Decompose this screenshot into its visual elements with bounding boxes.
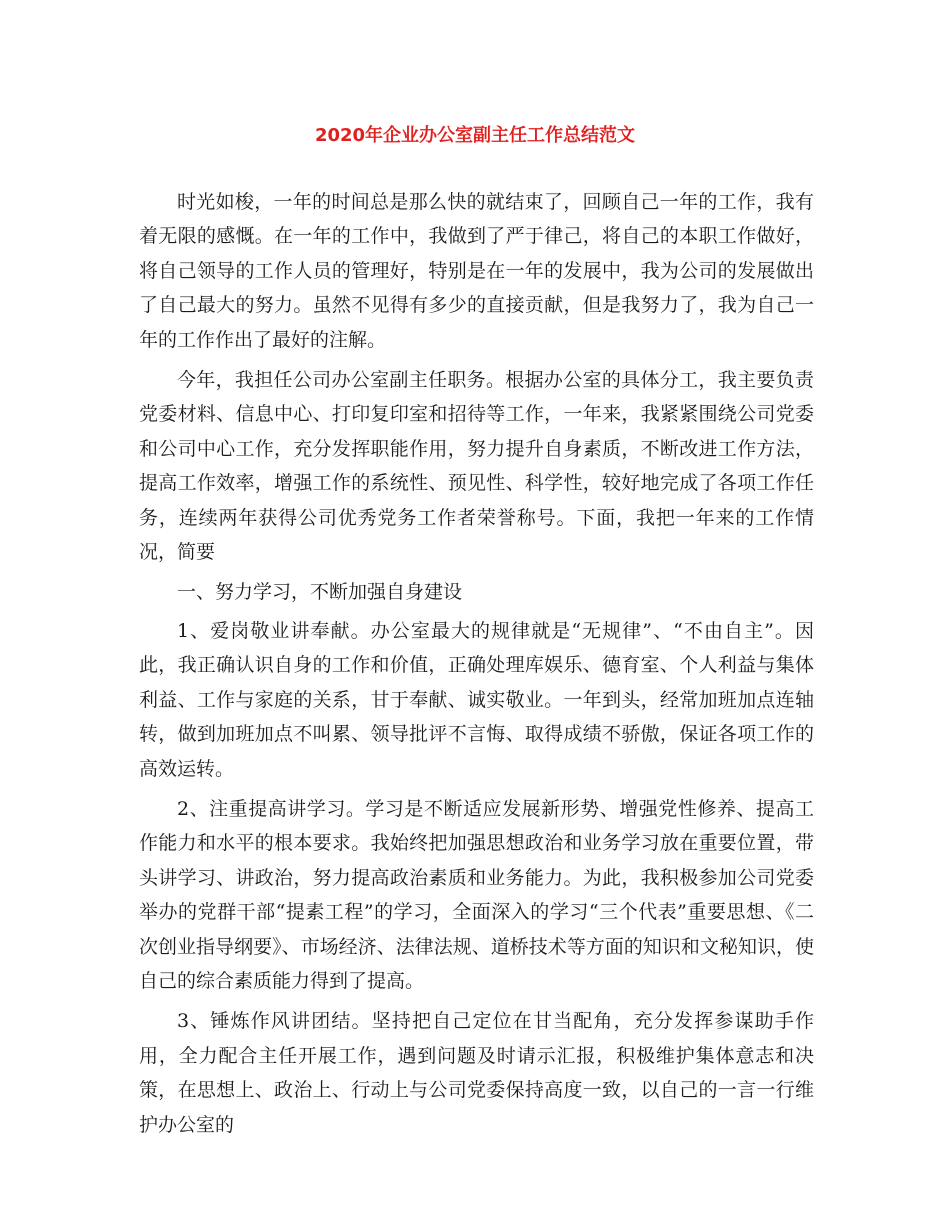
paragraph-duties: 今年，我担任公司办公室副主任职务。根据办公室的具体分工，我主要负责党委材料、信息中心、打印复印室和招待等工作，一年来，我紧紧围绕公司党委和公司中心工作，充分发挥职能作用，努力提升自身素质，不断改进工作方法，提高工作效率，增强工作的系统性、预见性、科学性，较好地完成了各项工作任务，连续两年获得公司优秀党务工作者荣誉称号。下面，我把一年来的工作情况，简要 (139, 369, 814, 564)
document-body (139, 185, 814, 1148)
document-title: 2020年企业办公室副主任工作总结范文 (314, 125, 636, 146)
paragraph-intro: 时光如梭，一年的时间总是那么快的就结束了，回顾自己一年的工作，我有着无限的感慨。在一年的工作中，我做到了严于律己，将自己的本职工作做好，将自己领导的工作人员的管理好，特别是在一年的发展中，我为公司的发展做出了自己最大的努力。虽然不见得有多少的直接贡献，但是我努力了，我为自己一年的工作作出了最好的注解。 (139, 191, 814, 351)
section-heading-1: 一、努力学习，不断加强自身建设 (177, 581, 463, 604)
paragraph-item-1: 1、爱岗敬业讲奉献。办公室最大的规律就是“无规律”、“不由自主”。因此，我正确认识自身的工作和价值，正确处理库娱乐、德育室、个人利益与集体利益、工作与家庭的关系，甘于奉献、诚实敬业。一年到头，经常加班加点连轴转，做到加班加点不叫累、领导批评不言悔、取得成绩不骄傲，保证各项工作的高效运转。 (139, 619, 814, 780)
paragraph-item-3: 3、锤炼作风讲团结。坚持把自己定位在甘当配角，充分发挥参谋助手作用，全力配合主任开展工作，遇到问题及时请示汇报，积极维护集体意志和决策，在思想上、政治上、行动上与公司党委保持高度一致，以自己的一言一行维护办公室的 (139, 1010, 814, 1136)
paragraph-item-2: 2、注重提高讲学习。学习是不断适应发展新形势、增强党性修养、提高工作能力和水平的根本要求。我始终把加强思想政治和业务学习放在重要位置，带头讲学习、讲政治，努力提高政治素质和业务能力。为此，我积极参加公司党委举办的党群干部“提素工程”的学习，全面深入的学习“三个代表”重要思想、《二次创业指导纲要》、市场经济、法律法规、道桥技术等方面的知识和文秘知识，使自己的综合素质能力得到了提高。 (139, 797, 814, 992)
